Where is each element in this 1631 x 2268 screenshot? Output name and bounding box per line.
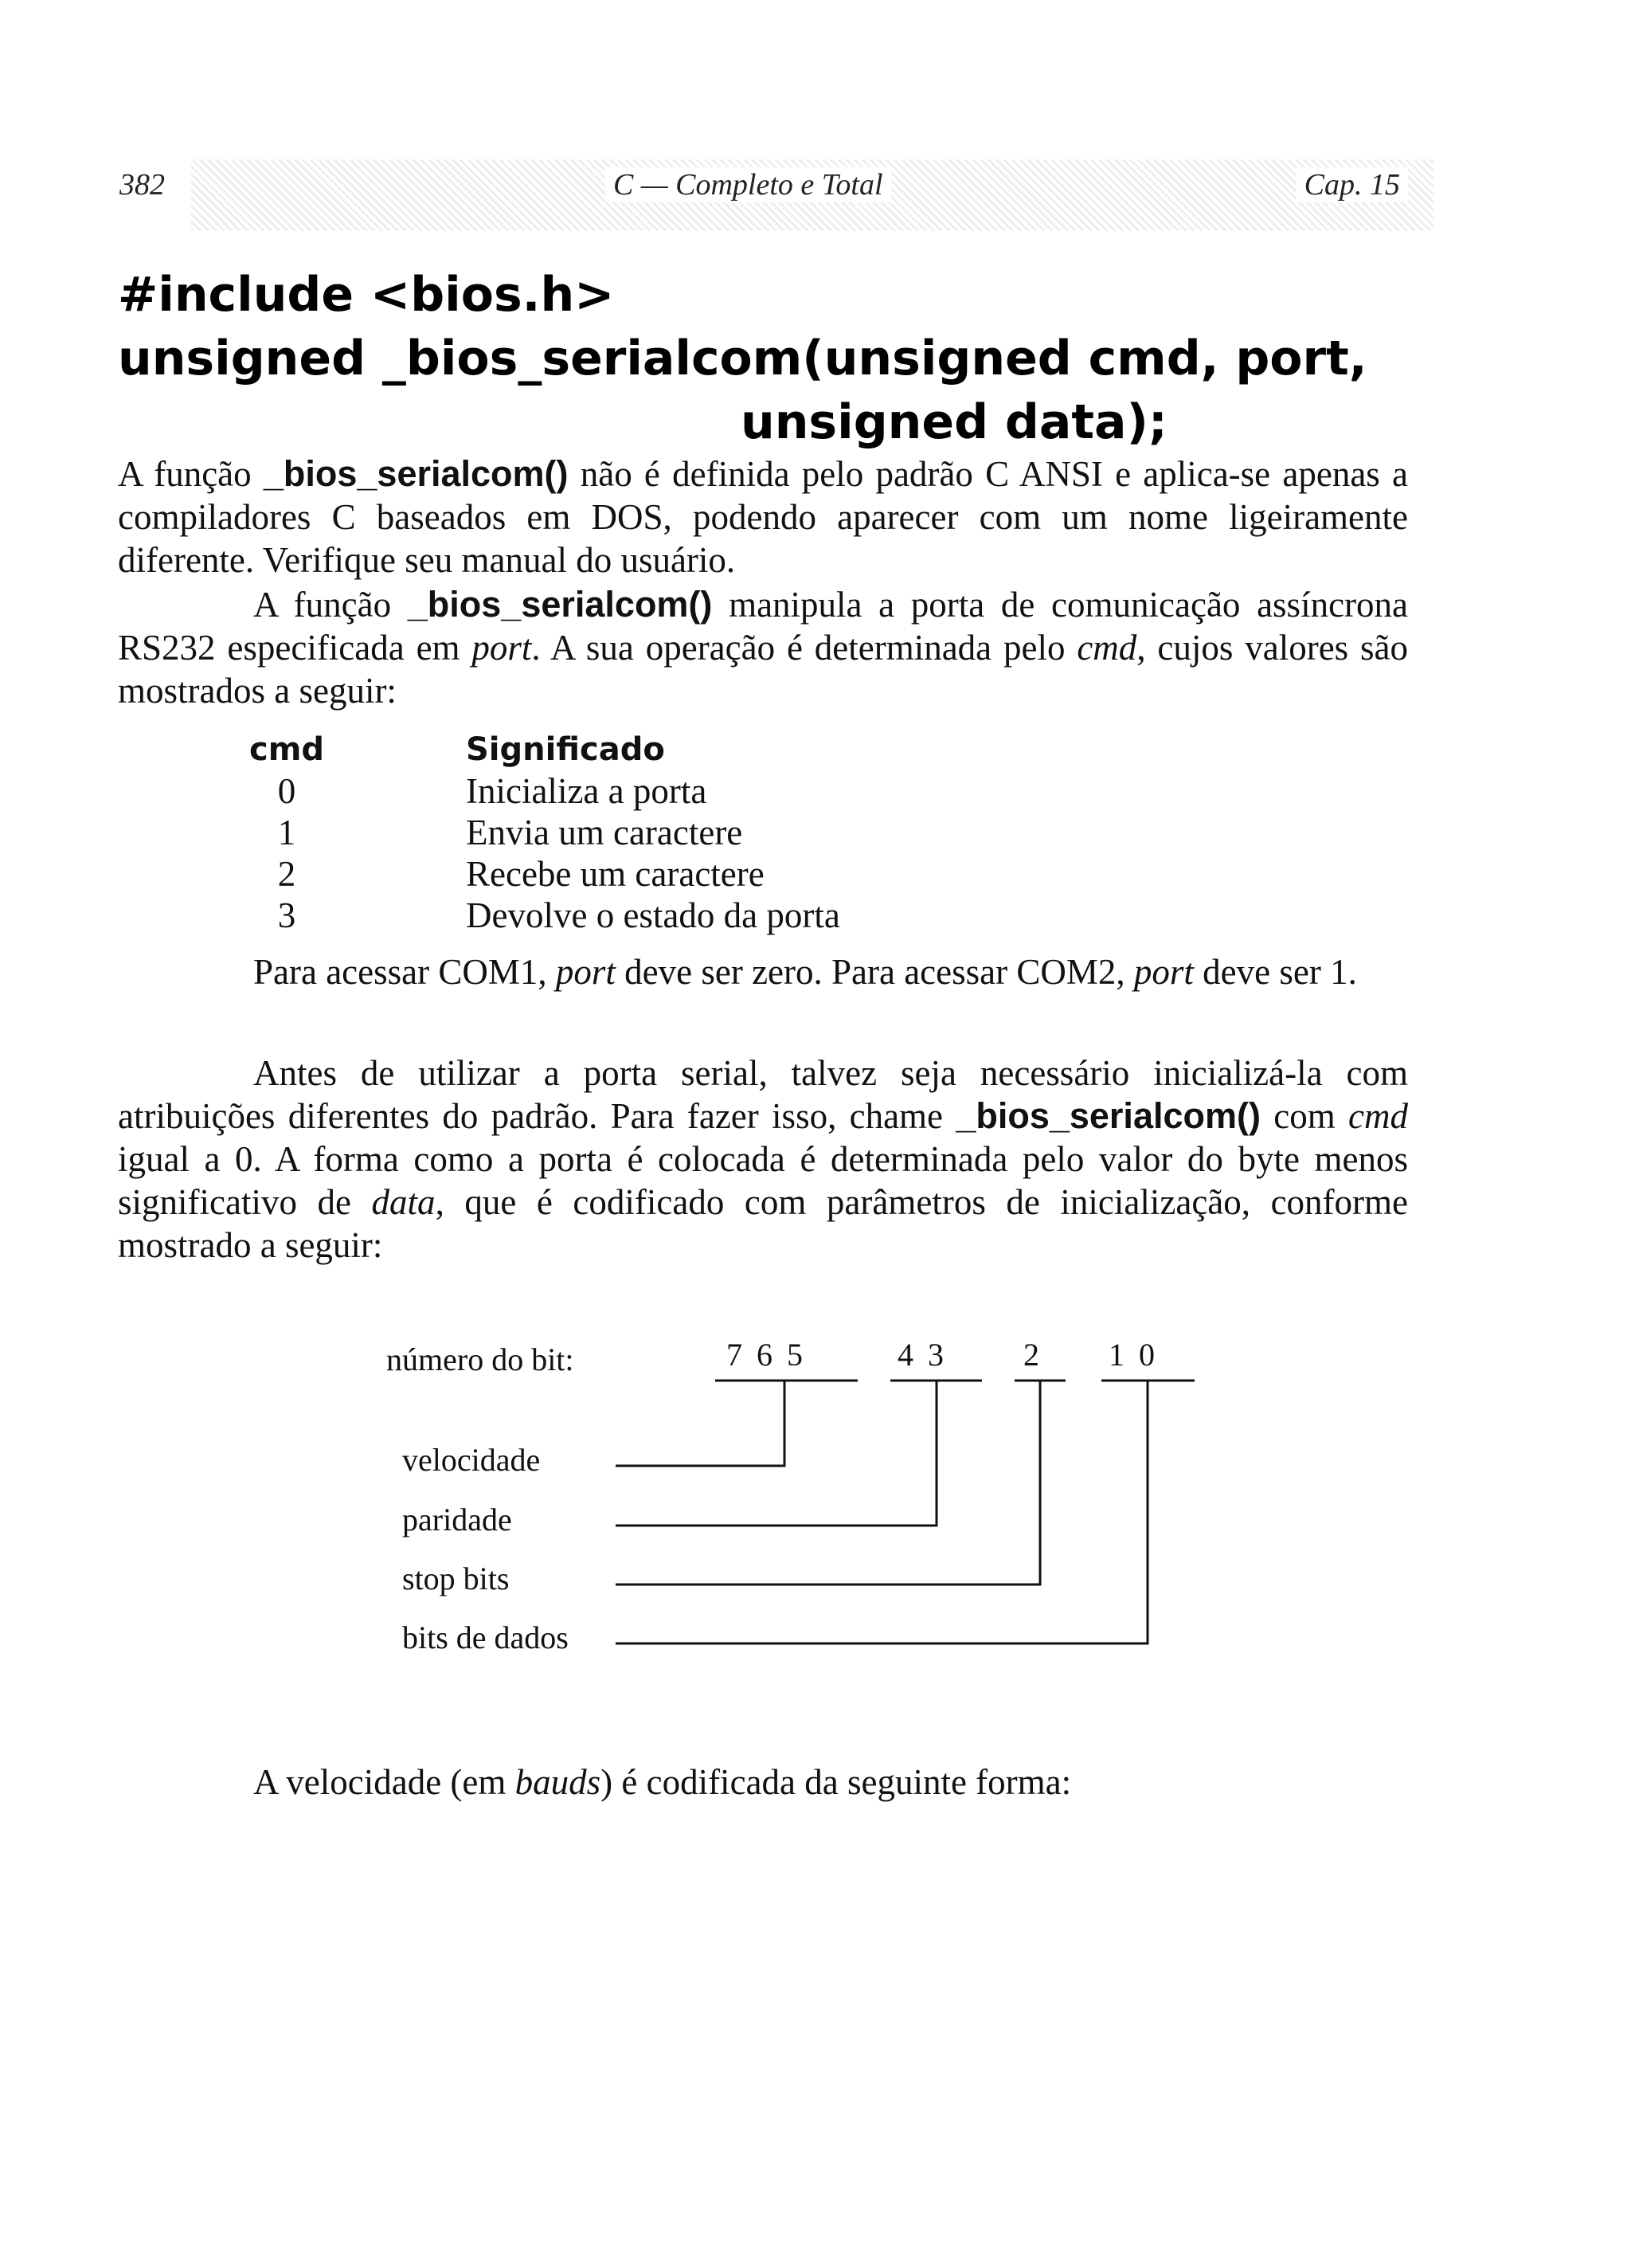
cmd-meaning: Recebe um caractere — [466, 854, 765, 894]
cmd-value: 3 — [277, 895, 296, 935]
text: . A sua operação é determinada pelo — [531, 628, 1078, 668]
label-data-bits: bits de dados — [402, 1620, 569, 1655]
function-name: _bios_serialcom() — [407, 584, 713, 625]
chapter-label: Cap. 15 — [1297, 167, 1408, 202]
param-port: port — [1133, 952, 1194, 992]
bit-group-data-bits: 1 0 — [1109, 1337, 1155, 1373]
text: não é definida pelo padrão C ANSI e aplica-se apenas a compiladores C baseados em DOS, podendo aparecer com um nome ligeiramente diferente. Verifique seu manual do usuário. — [118, 454, 1408, 580]
text: deve ser zero. Para acessar COM2, — [615, 952, 1134, 992]
connector-stop — [616, 1381, 1040, 1584]
text: A função — [253, 585, 408, 625]
connector-parity — [616, 1381, 937, 1526]
cmd-value: 2 — [277, 854, 296, 894]
text: Antes de utilizar a porta serial, talvez seja necessário inicializá-la com atribuições diferentes do padrão. Para fazer isso, chame — [118, 1053, 1408, 1136]
connector-speed — [616, 1381, 784, 1466]
book-title: C — Completo e Total — [605, 167, 891, 202]
page-number: 382 — [111, 167, 173, 202]
text: igual a 0. A forma como a porta é colocada é determinada pelo valor do byte menos significativo de — [118, 1139, 1408, 1222]
param-port: port — [471, 628, 532, 668]
bit-group-parity-bits: 4 3 — [898, 1337, 944, 1373]
bit-group-speed-bits: 7 6 5 — [726, 1337, 803, 1373]
bit-number-label: número do bit: — [386, 1342, 574, 1377]
cmd-value: 1 — [277, 813, 296, 852]
cmd-value: 0 — [277, 771, 296, 811]
text: , que é codificado com parâmetros de inicialização, conforme mostrado a seguir: — [118, 1182, 1408, 1265]
text: deve ser 1. — [1193, 952, 1357, 992]
text: , cujos valores são mostrados a seguir: — [118, 628, 1409, 711]
function-name: _bios_serialcom() — [956, 1095, 1261, 1136]
text: com — [1260, 1096, 1349, 1136]
column-header-meaning: Significado — [466, 731, 665, 768]
label-speed: velocidade — [402, 1442, 541, 1478]
paragraph-5 — [253, 1761, 1543, 1804]
label-parity: paridade — [402, 1502, 512, 1537]
text: manipula a porta de comunicação assíncrona RS232 especificada em — [118, 585, 1408, 668]
prototype-line-3: unsigned data); — [741, 394, 1168, 450]
param-cmd: cmd — [1348, 1096, 1408, 1136]
text: A velocidade (em — [253, 1762, 515, 1802]
function-name: _bios_serialcom() — [263, 453, 569, 494]
param-port: port — [555, 952, 616, 992]
cmd-meaning: Envia um caractere — [466, 813, 743, 852]
text: ) é codificada da seguinte forma: — [600, 1762, 1072, 1802]
column-header-cmd: cmd — [248, 731, 325, 768]
bit-group-stop-bits: 2 — [1023, 1337, 1039, 1373]
text: Para acessar COM1, — [253, 952, 556, 992]
connector-data — [616, 1381, 1148, 1643]
label-stop-bits: stop bits — [402, 1561, 510, 1596]
prototype-line-1: #include <bios.h> — [118, 267, 615, 323]
cmd-meaning: Inicializa a porta — [466, 771, 707, 811]
cmd-meaning: Devolve o estado da porta — [466, 895, 840, 935]
text: A função — [118, 454, 264, 494]
prototype-line-2: unsigned _bios_serialcom(unsigned cmd, port, — [118, 331, 1367, 386]
term-bauds: bauds — [514, 1762, 601, 1802]
param-data: data — [371, 1182, 436, 1222]
param-cmd: cmd — [1077, 628, 1137, 668]
